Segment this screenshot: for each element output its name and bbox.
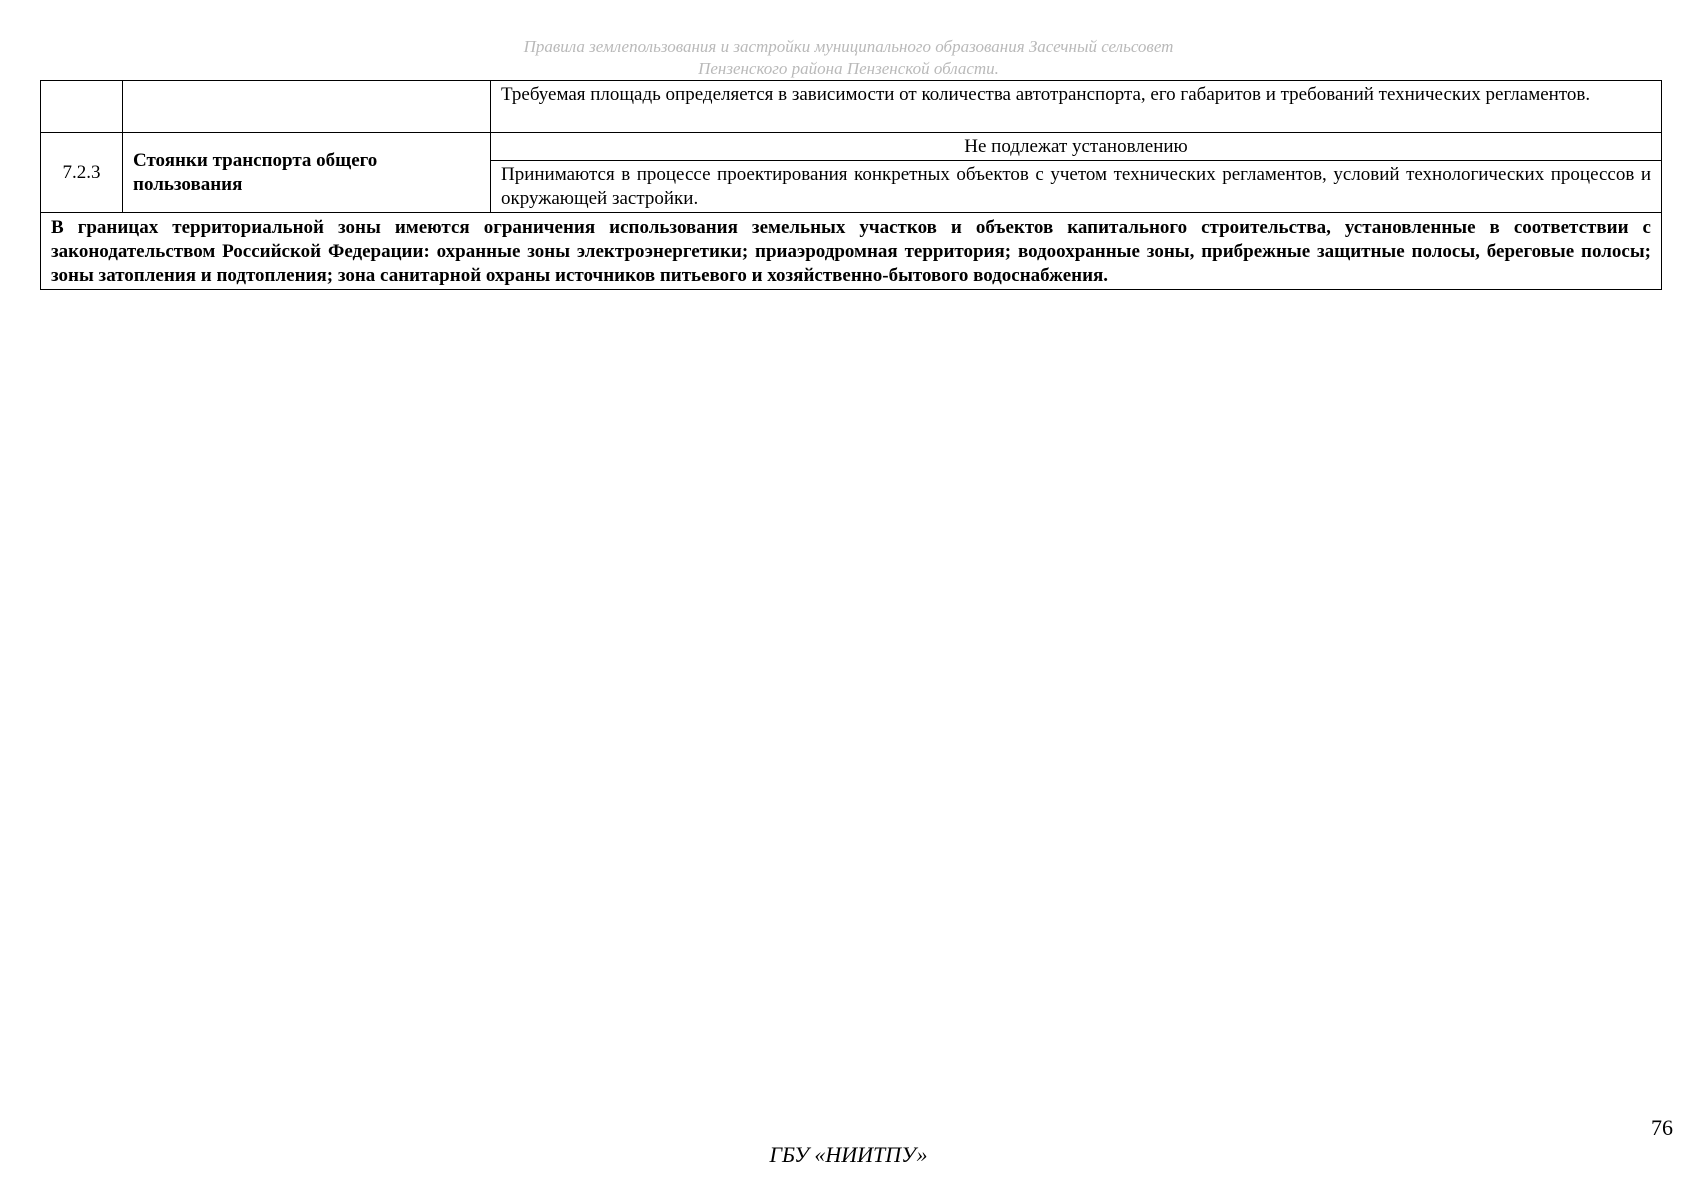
table-row [41, 133, 1662, 161]
running-header [0, 36, 1697, 80]
row-number-cell: 7.2.3 [41, 133, 123, 213]
table-row [41, 213, 1662, 290]
row-text-cell: Не подлежат установлению [491, 133, 1662, 161]
page-number: 76 [1651, 1115, 1673, 1140]
row-text-cell: Требуемая площадь определяется в зависимости от количества автотранспорта, его габаритов и требований технических регламентов. [491, 81, 1662, 133]
header-line-1: Правила землепользования и застройки муниципального образования Засечный сельсовет [523, 37, 1174, 56]
header-line-2: Пензенского района Пензенской области. [698, 59, 999, 78]
row-name-cell: Стоянки транспорта общего пользования [123, 133, 491, 213]
regulations-table [40, 80, 1662, 290]
table-row [41, 81, 1662, 133]
footer-organization: ГБУ «НИИТПУ» [769, 1142, 928, 1167]
restrictions-note: В границах территориальной зоны имеются ограничения использования земельных участков и объектов капитального строительства, установленные в соответствии с законодательством Российской Федерации: охранные зоны электроэнергетики; приаэродромная территория; водоохранные зоны, прибрежные защитные полосы, береговые полосы; зоны затопления и подтопления; зона санитарной охраны источников питьевого и хозяйственно-бытового водоснабжения. [41, 213, 1662, 290]
row-number-cell [41, 81, 123, 133]
row-name-cell [123, 81, 491, 133]
row-text-cell: Принимаются в процессе проектирования конкретных объектов с учетом технических регламентов, условий технологических процессов и окружающей застройки. [491, 161, 1662, 213]
